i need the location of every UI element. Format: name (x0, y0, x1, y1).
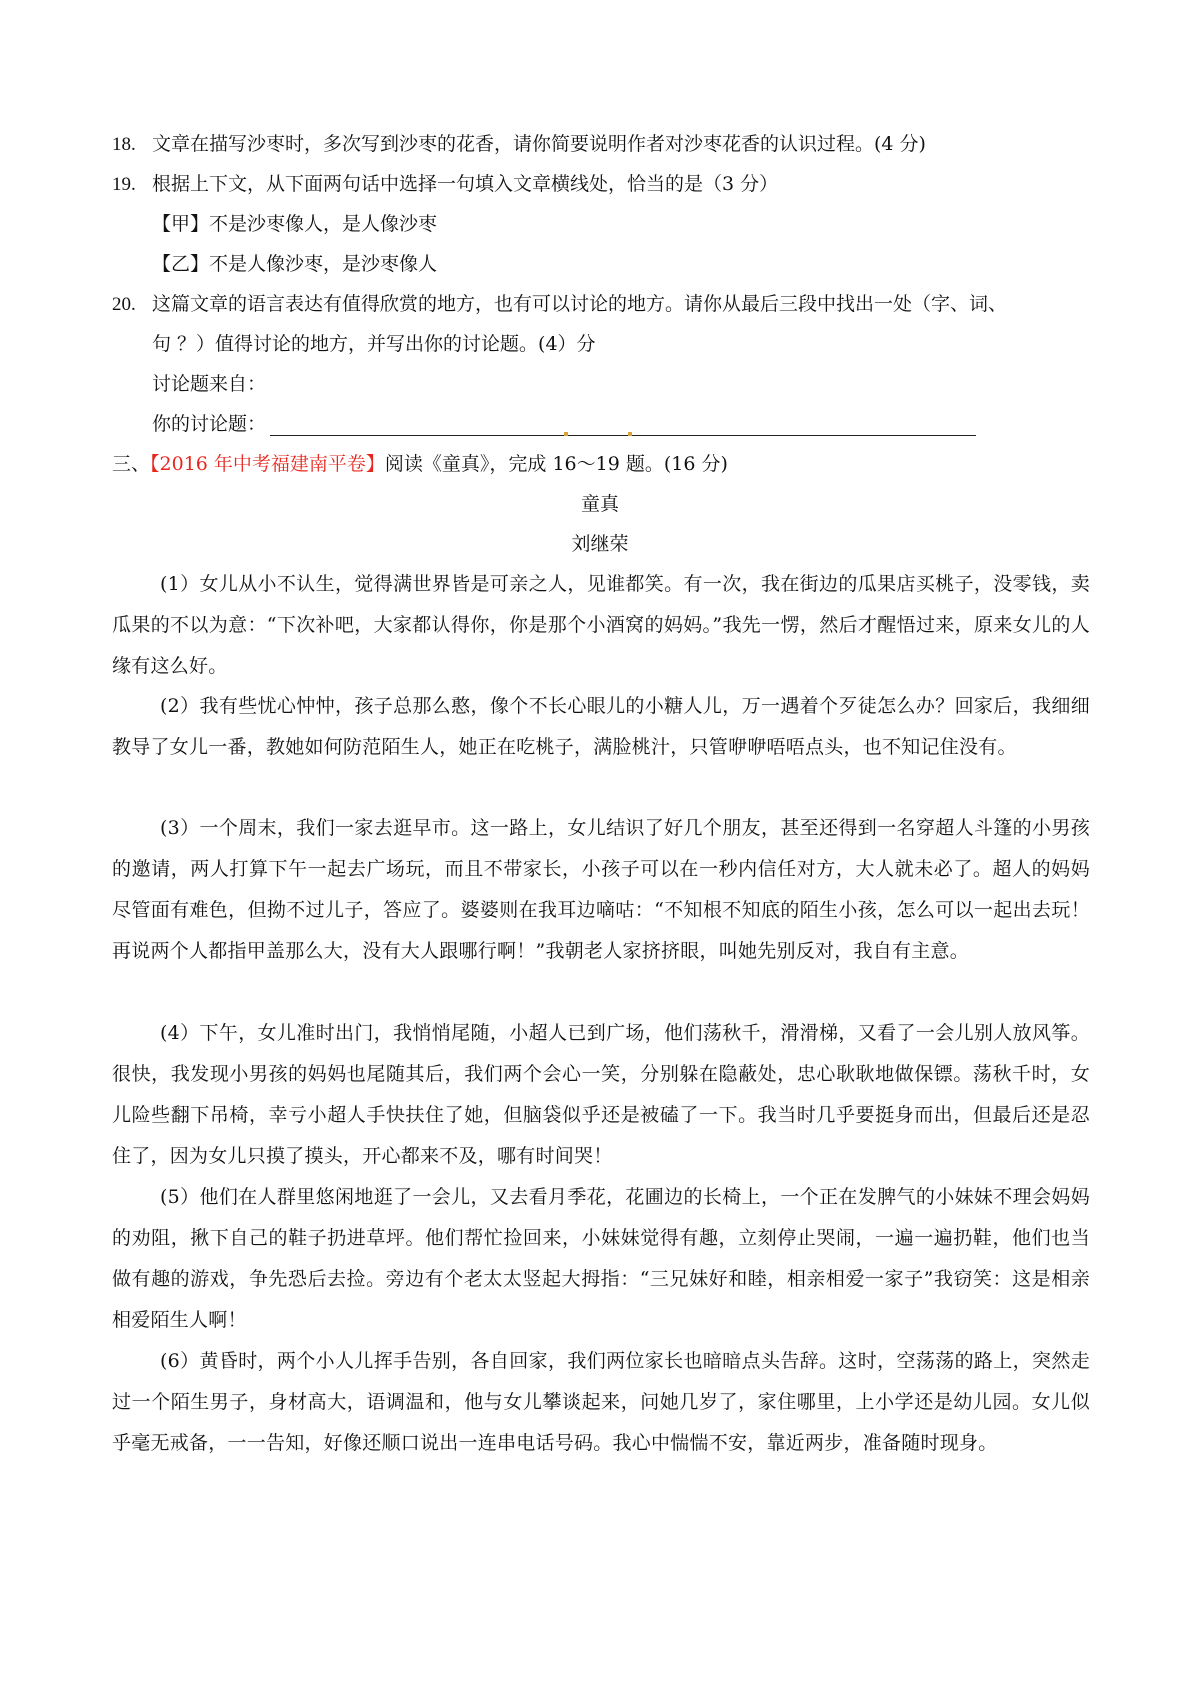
question-18 (112, 132, 926, 157)
question-20-continued: 句 ？）值得讨论的地方，并写出你的讨论题。(4）分 (152, 333, 596, 355)
section-instruction: 阅读《童真》，完成 16～19 题。(16 分) (384, 453, 728, 475)
article-author: 刘继荣 (571, 533, 629, 555)
discussion-topic-label: 你的讨论题： (152, 413, 267, 435)
ink-speck (564, 432, 568, 436)
question-20 (112, 292, 1007, 317)
article-paragraph-2: (2）我有些忧心忡忡，孩子总那么憨，像个不长心眼儿的小糖人儿，万一遇着个歹徒怎么办？回家后，我细细教导了女儿一番，教她如何防范陌生人，她正在吃桃子，满脸桃汁，只管咿咿唔唔点头，也不知记住没有。 (112, 695, 1090, 758)
option-b: 【乙】不是人像沙枣，是沙枣像人 (152, 253, 438, 275)
question-number: 20. (112, 294, 136, 315)
article-paragraph-6: (6）黄昏时，两个小人儿挥手告别，各自回家，我们两位家长也暗暗点头告辞。这时，空荡荡的路上，突然走过一个陌生男子，身材高大，语调温和，他与女儿攀谈起来，问她几岁了，家住哪里，上小学还是幼儿园。女儿似乎毫无戒备，一一告知，好像还顺口说出一连串电话号码。我心中惴惴不安，靠近两步，准备随时现身。 (112, 1350, 1090, 1454)
answer-blank-line[interactable] (270, 416, 976, 436)
question-text: 这篇文章的语言表达有值得欣赏的地方，也有可以讨论的地方。请你从最后三段中找出一处（字、词、 (152, 293, 1008, 315)
article-title: 童真 (580, 493, 619, 515)
discussion-source-label: 讨论题来自： (152, 373, 267, 395)
question-text: 文章在描写沙枣时，多次写到沙枣的花香，请你简要说明作者对沙枣花香的认识过程。(4 分) (152, 133, 926, 155)
option-a: 【甲】不是沙枣像人，是人像沙枣 (152, 213, 438, 235)
question-19 (112, 172, 778, 197)
section-heading (112, 452, 728, 476)
question-number: 18. (112, 134, 136, 155)
discussion-topic-row (152, 412, 976, 436)
section-number: 三、 (112, 453, 151, 475)
ink-speck (628, 432, 632, 436)
question-text: 根据上下文，从下面两句话中选择一句填入文章横线处，恰当的是（3 分） (152, 173, 779, 195)
article-paragraph-1: (1）女儿从小不认生，觉得满世界皆是可亲之人，见谁都笑。有一次，我在街边的瓜果店买桃子，没零钱，卖瓜果的不以为意：“下次补吧，大家都认得你，你是那个小酒窝的妈妈。”我先一愣，然后才醒悟过来，原来女儿的人缘有这么好。 (112, 573, 1090, 677)
article-paragraph-4: (4）下午，女儿准时出门，我悄悄尾随，小超人已到广场，他们荡秋千，滑滑梯，又看了一会儿别人放风筝。很快，我发现小男孩的妈妈也尾随其后，我们两个会心一笑，分别躲在隐蔽处，忠心耿耿地做保镖。荡秋千时，女儿险些翻下吊椅，幸亏小超人手快扶住了她，但脑袋似乎还是被磕了一下。我当时几乎要挺身而出，但最后还是忍住了，因为女儿只摸了摸头，开心都来不及，哪有时间哭！ (112, 1022, 1090, 1167)
article-paragraph-3: (3）一个周末，我们一家去逛早市。这一路上，女儿结识了好几个朋友，甚至还得到一名穿超人斗篷的小男孩的邀请，两人打算下午一起去广场玩，而且不带家长，小孩子可以在一秒内信任对方，大人就未必了。超人的妈妈尽管面有难色，但拗不过儿子，答应了。婆婆则在我耳边嘀咕：“不知根不知底的陌生小孩，怎么可以一起出去玩！再说两个人都指甲盖那么大，没有大人跟哪行啊！”我朝老人家挤挤眼，叫她先别反对，我自有主意。 (112, 817, 1090, 962)
article-paragraph-5: (5）他们在人群里悠闲地逛了一会儿，又去看月季花，花圃边的长椅上，一个正在发脾气的小妹妹不理会妈妈的劝阻，揪下自己的鞋子扔进草坪。他们帮忙捡回来，小妹妹觉得有趣，立刻停止哭闹，一遍一遍扔鞋，他们也当做有趣的游戏，争先恐后去捡。旁边有个老太太竖起大拇指：“三兄妹好和睦，相亲相爱一家子”我窃笑：这是相亲相爱陌生人啊！ (112, 1186, 1090, 1331)
question-number: 19. (112, 174, 136, 195)
source-label: 【2016 年中考福建南平卷】 (150, 453, 385, 475)
